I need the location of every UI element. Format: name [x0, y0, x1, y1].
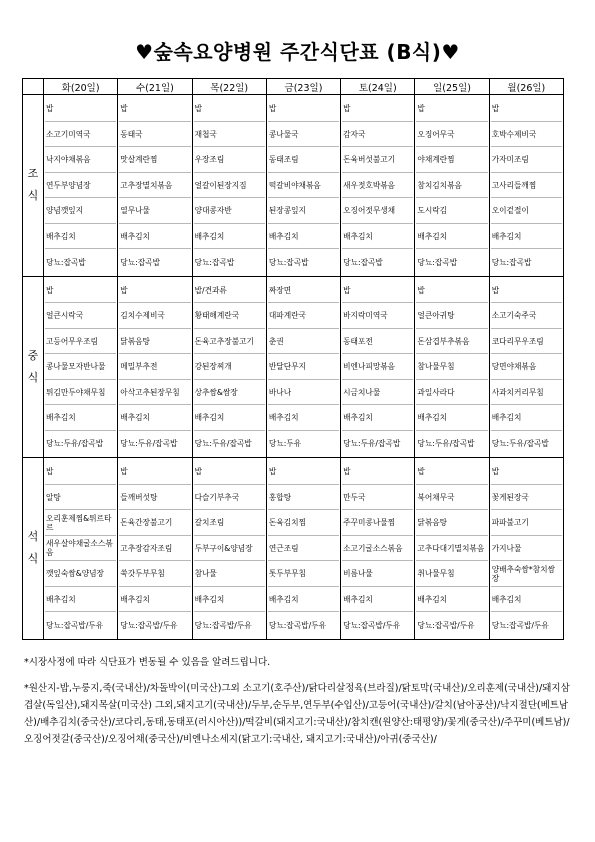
menu-item: 당뇨:잡곡밥/두유: [194, 620, 252, 630]
day-menu-cell: [118, 276, 192, 458]
weekly-menu-table: [22, 78, 564, 640]
menu-item: 고사리들깨찜: [491, 173, 562, 199]
menu-item: 취나물무침: [416, 561, 487, 587]
corner-cell: [23, 79, 44, 95]
day-menu-cell: [341, 458, 415, 640]
menu-item: 파파불고기: [491, 510, 562, 536]
menu-item: 밥: [194, 459, 265, 485]
day-menu-cell: [341, 276, 415, 458]
menu-item: 돈삼겹부추볶음: [416, 329, 487, 355]
menu-item: 코다리무우조림: [491, 329, 562, 355]
menu-item: 당뇨:두유/잡곡밥: [194, 439, 252, 449]
menu-item: 과일사라다: [416, 380, 487, 406]
menu-item: 춘권: [268, 329, 339, 355]
menu-item: 비름나물: [342, 561, 413, 587]
menu-item: 비엔나피망볶음: [342, 354, 413, 380]
menu-item: 동태조림: [268, 147, 339, 173]
menu-item: 양대콩자반: [194, 198, 265, 224]
menu-item: 짜장면: [268, 278, 339, 304]
menu-item: 연근조림: [268, 536, 339, 562]
menu-item: 당뇨:두유/잡곡밥: [46, 439, 104, 449]
day-menu-cell: [44, 458, 118, 640]
menu-item: 양념깻잎지: [45, 198, 116, 224]
menu-item: 바지락미역국: [342, 303, 413, 329]
day-header: 수(21일): [118, 79, 192, 95]
menu-item: 배추김치: [342, 587, 413, 613]
day-menu-cell: [192, 95, 266, 277]
menu-item: 오이겉절이: [491, 198, 562, 224]
menu-item: 다슬기부추국: [194, 485, 265, 511]
menu-item: 당뇨:잡곡밥: [268, 257, 309, 267]
menu-item: 당뇨:잡곡밥/두유: [417, 620, 475, 630]
menu-item: 밥: [268, 459, 339, 485]
menu-item: 당뇨:두유/잡곡밥: [120, 439, 178, 449]
menu-item: 당뇨:잡곡밥: [120, 257, 161, 267]
menu-item: 된장콩잎지: [268, 198, 339, 224]
menu-item: 감자국: [342, 122, 413, 148]
day-menu-cell: [118, 458, 192, 640]
menu-item: 두부구이&양념장: [194, 536, 265, 562]
menu-item: 아삭고추된장무침: [119, 380, 190, 406]
day-menu-cell: [415, 276, 489, 458]
menu-item: 배추김치: [268, 224, 339, 250]
menu-item: 배추김치: [342, 224, 413, 250]
menu-item: 배추김치: [194, 587, 265, 613]
menu-item: 고등어무우조림: [45, 329, 116, 355]
menu-item: 밥: [416, 459, 487, 485]
menu-item: 밥: [491, 278, 562, 304]
menu-item: 낙지야채볶음: [45, 147, 116, 173]
meal-label: [23, 276, 44, 458]
day-menu-cell: [118, 95, 192, 277]
day-menu-cell: [44, 95, 118, 277]
origin-info: *원산지-밥,누룽지,죽(국내산)/차돌박이(미국산)그외 소고기(호주산)/닭다리살정육(브라질)/닭토막(국내산)/오리훈제(국내산)/돼지삼겹살(독일산),돼지목살(미국산) 그외,돼지고기(국내산)/두부,순두부,연두부(수입산)/고등어(국내산)/갈치(남아공산)/낙지절단(베트남산)/배추김치(중국산)/코다리,동태,동태포(러시아산))/떡갈비(돼지고기:국내산)/참치캔(원양산:태평양)/꽃게(중국산)/주꾸미(베트남)/오징어젓갈(중국산)/오징어채(중국산)/비엔나소세지(닭고기:국내산, 돼지고기:국내산)/아귀(중국산)/: [24, 683, 570, 745]
menu-item: 새우젓호박볶음: [342, 173, 413, 199]
menu-item: 재첩국: [194, 122, 265, 148]
day-menu-cell: [266, 95, 340, 277]
menu-item: 알탕: [45, 485, 116, 511]
menu-item: 상추쌈&쌈장: [194, 380, 265, 406]
menu-item: 배추김치: [342, 405, 413, 431]
menu-item: 우장조림: [194, 147, 265, 173]
menu-item: 소고기숙주국: [491, 303, 562, 329]
day-header: 일(25일): [415, 79, 489, 95]
menu-item: 당뇨:두유/잡곡밥: [417, 439, 475, 449]
menu-item: 밥: [194, 96, 265, 122]
menu-item: 배추김치: [45, 224, 116, 250]
menu-item: 당뇨:잡곡밥/두유: [343, 620, 401, 630]
menu-item: 오징어젓무생채: [342, 198, 413, 224]
day-menu-cell: [489, 458, 563, 640]
menu-item: 배추김치: [491, 405, 562, 431]
menu-item: 깻잎숙쌈&양념장: [45, 561, 116, 587]
menu-item: 배추김치: [45, 405, 116, 431]
menu-item: 소고기굴소스볶음: [342, 536, 413, 562]
menu-item: 배추김치: [194, 405, 265, 431]
menu-item: 호박수제비국: [491, 122, 562, 148]
menu-item: 시금치나물: [342, 380, 413, 406]
menu-item: 콩나물모자반나물: [45, 354, 116, 380]
menu-item: 돈육간장불고기: [119, 510, 190, 536]
day-menu-cell: [192, 276, 266, 458]
menu-item: 고추장감자조림: [119, 536, 190, 562]
day-header: 금(23일): [266, 79, 340, 95]
menu-item: 콩나물국: [268, 122, 339, 148]
day-header: 월(26일): [489, 79, 563, 95]
menu-item: 배추김치: [119, 224, 190, 250]
menu-item: 양배추숙쌈*참치쌈장: [491, 561, 562, 587]
menu-item: 들깨버섯탕: [119, 485, 190, 511]
menu-item: 가자미조림: [491, 147, 562, 173]
menu-item: 밥: [268, 96, 339, 122]
menu-item: 배추김치: [268, 405, 339, 431]
menu-item: 밥: [491, 96, 562, 122]
menu-item: 돈육고추장불고기: [194, 329, 265, 355]
meal-row: [23, 95, 564, 277]
menu-item: 배추김치: [119, 587, 190, 613]
menu-item: 대파계란국: [268, 303, 339, 329]
menu-item: 밥: [416, 278, 487, 304]
meal-row: [23, 458, 564, 640]
menu-item: 소고기미역국: [45, 122, 116, 148]
menu-item: 새우살야채굴소스볶음: [45, 536, 116, 562]
menu-item: 갈치조림: [194, 510, 265, 536]
day-menu-cell: [192, 458, 266, 640]
day-menu-cell: [266, 276, 340, 458]
day-menu-cell: [489, 276, 563, 458]
page-title: ♥숲속요양병원 주간식단표 (B식)♥: [135, 40, 460, 64]
day-menu-cell: [266, 458, 340, 640]
menu-item: 당뇨:두유: [268, 439, 302, 449]
menu-item: 톳두부무침: [268, 561, 339, 587]
menu-item: 밥/견과류: [194, 278, 265, 304]
menu-item: 맛살계란찜: [119, 147, 190, 173]
menu-item: 배추김치: [416, 224, 487, 250]
menu-item: 배추김치: [416, 405, 487, 431]
menu-item: 꽃게된장국: [491, 485, 562, 511]
meal-label-text: 석식: [27, 530, 39, 566]
day-menu-cell: [415, 458, 489, 640]
menu-item: 동태국: [119, 122, 190, 148]
day-header: 목(22일): [192, 79, 266, 95]
menu-item: 오리훈제찜&튀르타르: [45, 510, 116, 536]
menu-item: 당뇨:잡곡밥: [343, 257, 383, 267]
menu-item: 참나물무침: [416, 354, 487, 380]
menu-item: 밥: [119, 459, 190, 485]
menu-item: 배추김치: [45, 587, 116, 613]
menu-item: 당뇨:두유/잡곡밥: [343, 439, 401, 449]
menu-item: 당뇨:두유/잡곡밥: [491, 439, 549, 449]
menu-item: 당뇨:잡곡밥/두유: [268, 620, 327, 630]
meal-label-text: 중식: [27, 348, 39, 384]
menu-item: 돈육버섯불고기: [342, 147, 413, 173]
menu-item: 닭볶음탕: [119, 329, 190, 355]
meal-label-text: 조식: [27, 167, 39, 203]
menu-item: 열무나물: [119, 198, 190, 224]
menu-item: 만두국: [342, 485, 413, 511]
menu-item: 돈육김치찜: [268, 510, 339, 536]
menu-item: 배추김치: [194, 224, 265, 250]
menu-item: 바나나: [268, 380, 339, 406]
menu-item: 가지나물: [491, 536, 562, 562]
menu-item: 밥: [342, 96, 413, 122]
menu-item: 당뇨:잡곡밥/두유: [46, 620, 104, 630]
day-menu-cell: [341, 95, 415, 277]
day-header: 화(20일): [44, 79, 118, 95]
menu-item: 강된장찌개: [194, 354, 265, 380]
menu-item: 당뇨:잡곡밥: [46, 257, 86, 267]
menu-item: 얼큰아귀탕: [416, 303, 487, 329]
menu-item: 닭볶음탕: [416, 510, 487, 536]
menu-item: 홍합탕: [268, 485, 339, 511]
menu-item: 당면야채볶음: [491, 354, 562, 380]
menu-item: 배추김치: [416, 587, 487, 613]
menu-item: 메밀부추전: [119, 354, 190, 380]
menu-item: 밥: [119, 96, 190, 122]
menu-item: 야채계란찜: [416, 147, 487, 173]
menu-item: 연두부양념장: [45, 173, 116, 199]
day-menu-cell: [44, 276, 118, 458]
menu-item: 밥: [45, 278, 116, 304]
menu-item: 당뇨:잡곡밥: [417, 257, 458, 267]
menu-item: 떡갈비야채볶음: [268, 173, 339, 199]
menu-body: [23, 95, 564, 640]
menu-item: 참치김치볶음: [416, 173, 487, 199]
meal-row: [23, 276, 564, 458]
menu-item: 밥: [342, 278, 413, 304]
menu-item: 배추김치: [491, 224, 562, 250]
day-menu-cell: [415, 95, 489, 277]
menu-item: 밥: [416, 96, 487, 122]
menu-item: 밥: [45, 459, 116, 485]
menu-item: 황태해계란국: [194, 303, 265, 329]
menu-item: 배추김치: [491, 587, 562, 613]
menu-item: 당뇨:잡곡밥: [491, 257, 532, 267]
change-notice: *시장사정에 따라 식단표가 변동될 수 있음을 알려드립니다.: [24, 657, 271, 668]
menu-item: 당뇨:잡곡밥: [194, 257, 235, 267]
menu-item: 밥: [342, 459, 413, 485]
menu-item: 참나물: [194, 561, 265, 587]
menu-item: 밥: [491, 459, 562, 485]
day-menu-cell: [489, 95, 563, 277]
menu-item: 얼갈이된장지짐: [194, 173, 265, 199]
menu-item: 밥: [45, 96, 116, 122]
day-header: 토(24일): [341, 79, 415, 95]
menu-item: 밥: [119, 278, 190, 304]
menu-item: 당뇨:잡곡밥/두유: [491, 620, 549, 630]
menu-item: 배추김치: [119, 405, 190, 431]
menu-item: 김치수제비국: [119, 303, 190, 329]
menu-item: 동태포전: [342, 329, 413, 355]
menu-item: 배추김치: [268, 587, 339, 613]
menu-item: 당뇨:잡곡밥/두유: [120, 620, 178, 630]
menu-item: 튀김만두야채무침: [45, 380, 116, 406]
meal-label: [23, 95, 44, 277]
day-header-row: [23, 79, 564, 95]
menu-item: 고추장멸치볶음: [119, 173, 190, 199]
menu-item: 오징어무국: [416, 122, 487, 148]
menu-item: 사과치커리무침: [491, 380, 562, 406]
menu-item: 주꾸미콩나물찜: [342, 510, 413, 536]
menu-item: 고추다대기멸치볶음: [416, 536, 487, 562]
meal-label: [23, 458, 44, 640]
menu-item: 반달단무지: [268, 354, 339, 380]
menu-item: 도시락김: [416, 198, 487, 224]
menu-item: 얼큰시락국: [45, 303, 116, 329]
menu-item: 쑥갓두부무침: [119, 561, 190, 587]
menu-item: 북어채무국: [416, 485, 487, 511]
